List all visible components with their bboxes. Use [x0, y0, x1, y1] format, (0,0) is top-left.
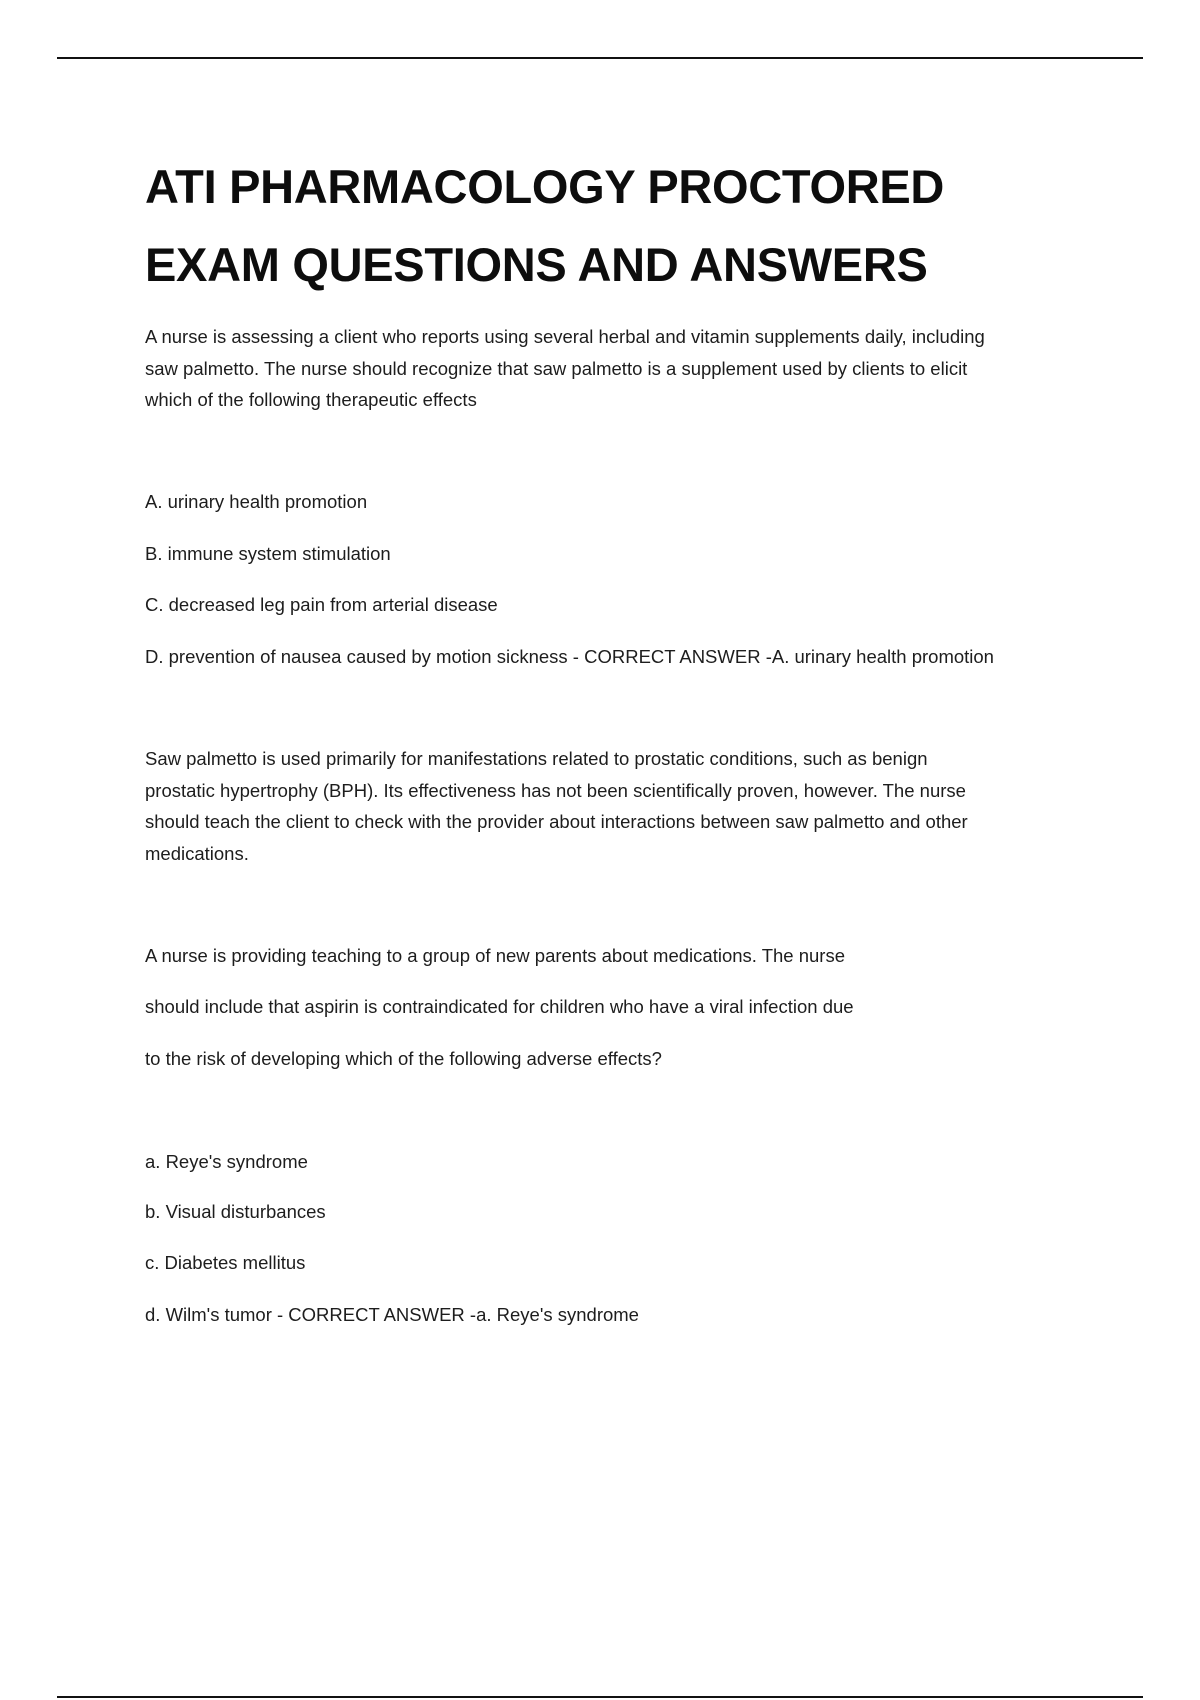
- question-2-option-c: c. Diabetes mellitus: [145, 1252, 306, 1273]
- rationale-line: should teach the client to check with the provider about interactions between saw palmetto and other: [145, 811, 968, 832]
- question-2-stem-line-3: to the risk of developing which of the following adverse effects?: [145, 1048, 662, 1069]
- question-2-option-b: b. Visual disturbances: [145, 1201, 326, 1222]
- bottom-rule: [57, 1696, 1143, 1698]
- question-1-stem-line: A nurse is assessing a client who reports using several herbal and vitamin supplements daily, including: [145, 326, 985, 347]
- question-2-stem-line-2: should include that aspirin is contraindicated for children who have a viral infection due: [145, 996, 854, 1017]
- page-title: [145, 148, 1105, 304]
- question-1-option-b: B. immune system stimulation: [145, 543, 391, 564]
- question-1-rationale: [145, 743, 1080, 869]
- top-rule: [57, 57, 1143, 59]
- rationale-line: Saw palmetto is used primarily for manifestations related to prostatic conditions, such as benign: [145, 748, 928, 769]
- question-1-option-a: A. urinary health promotion: [145, 491, 368, 512]
- question-2-option-d-answer: d. Wilm's tumor - CORRECT ANSWER -a. Reye's syndrome: [145, 1304, 639, 1325]
- rationale-line: medications.: [145, 842, 249, 864]
- question-2-stem-line-1: A nurse is providing teaching to a group of new parents about medications. The nurse: [145, 945, 846, 966]
- question-1-option-c: C. decreased leg pain from arterial disease: [145, 594, 498, 615]
- rationale-line: prostatic hypertrophy (BPH). Its effectiveness has not been scientifically proven, however. The nurse: [145, 779, 966, 801]
- title-line: ATI PHARMACOLOGY PROCTORED: [145, 160, 945, 213]
- question-1-stem-line: saw palmetto. The nurse should recognize that saw palmetto is a supplement used by clients to elicit: [145, 357, 968, 379]
- question-2-option-a: a. Reye's syndrome: [145, 1151, 308, 1172]
- title-line: EXAM QUESTIONS AND ANSWERS: [145, 238, 928, 291]
- question-1-stem: [145, 321, 1080, 416]
- question-1-option-d-answer: D. prevention of nausea caused by motion sickness - CORRECT ANSWER -A. urinary health promotion: [145, 646, 994, 667]
- question-1-stem-line: which of the following therapeutic effects: [145, 389, 477, 410]
